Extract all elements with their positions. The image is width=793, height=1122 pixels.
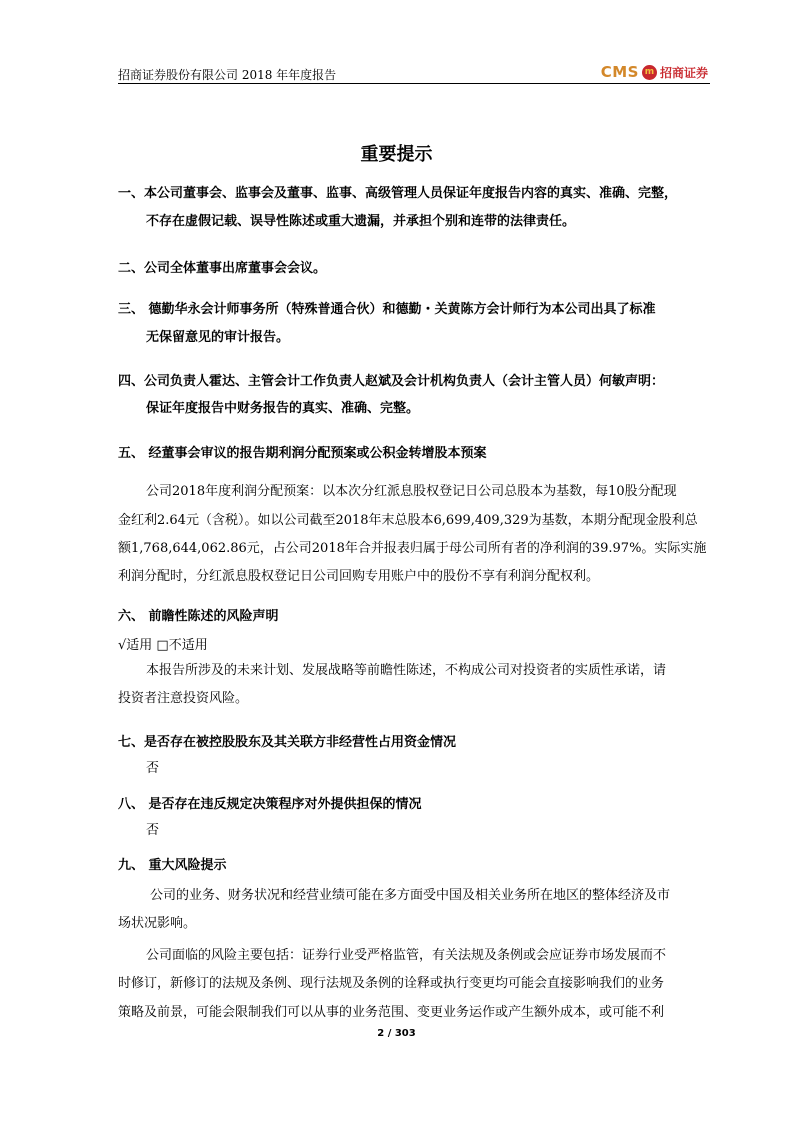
item-5-para-line-2: 金红利2.64元（含税）。如以公司截至2018年末总股本6,699,409,329为基数，本期分配现金股利总 [118,513,698,528]
header-divider [118,83,710,84]
item-5-para-line-3: 额1,768,644,062.86元，占公司2018年合并报表归属于母公司所有者的净利润的39.97%。实际实施 [118,541,707,556]
logo-cms-text: CMS [600,63,639,81]
item-4-line-2: 保证年度报告中财务报告的真实、准确、完整。 [146,401,420,416]
item-1-line-2: 不存在虚假记载、误导性陈述或重大遗漏，并承担个别和连带的法律责任。 [146,214,576,229]
item-1-line-1: 一、本公司董事会、监事会及董事、监事、高级管理人员保证年度报告内容的真实、准确、完整， [118,186,678,201]
item-9-para2-line-1: 公司面临的风险主要包括：证券行业受严格监管，有关法规及条例或会应证券市场发展而不 [146,948,667,963]
item-6-heading: 六、 前瞻性陈述的风险声明 [118,609,279,624]
item-8-answer: 否 [146,823,160,838]
page-title: 重要提示 [360,144,433,165]
logo-emblem-icon: m [642,65,657,80]
item-4-line-1: 四、公司负责人霍达、主管会计工作负责人赵斌及会计机构负责人（会计主管人员）何敏声明： [118,374,665,389]
header-title: 招商证券股份有限公司 2018 年年度报告 [118,68,337,82]
item-2: 二、公司全体董事出席董事会会议。 [118,261,327,276]
item-3-line-1: 三、 德勤华永会计师事务所（特殊普通合伙）和德勤・关黄陈方会计师行为本公司出具了标准 [118,302,656,317]
item-9-para1-line-1: 公司的业务、财务状况和经营业绩可能在多方面受中国及相关业务所在地区的整体经济及市 [150,888,671,903]
item-5-para-line-1: 公司2018年度利润分配预案：以本次分红派息股权登记日公司总股本为基数，每10股分配现 [146,484,677,499]
item-9-heading: 九、 重大风险提示 [118,858,227,873]
item-9-para2-line-3: 策略及前景，可能会限制我们可以从事的业务范围、变更业务运作或产生额外成本，或可能不利 [118,1005,665,1020]
item-5-para-line-4: 利润分配时，分红派息股权登记日公司回购专用账户中的股份不享有利润分配权利。 [118,569,600,584]
item-3-line-2: 无保留意见的审计报告。 [146,330,290,345]
page-header [118,62,710,84]
item-7-answer: 否 [146,761,160,776]
cms-logo [601,62,708,82]
item-7-heading: 七、是否存在被控股股东及其关联方非经营性占用资金情况 [118,735,457,750]
item-6-applicability: √适用 □不适用 [118,638,208,653]
item-8-heading: 八、 是否存在违反规定决策程序对外提供担保的情况 [118,797,422,812]
item-6-para-line-2: 投资者注意投资风险。 [118,691,249,706]
item-9-para2-line-2: 时修订，新修订的法规及条例、现行法规及条例的诠释或执行变更均可能会直接影响我们的业务 [118,976,665,991]
item-6-para-line-1: 本报告所涉及的未来计划、发展战略等前瞻性陈述，不构成公司对投资者的实质性承诺，请 [146,663,667,678]
item-5-heading: 五、 经董事会审议的报告期利润分配预案或公积金转增股本预案 [118,446,487,461]
page-number: 2 / 303 [377,1028,416,1039]
item-9-para1-line-2: 场状况影响。 [118,916,197,931]
logo-cn-text: 招商证券 [659,65,708,80]
